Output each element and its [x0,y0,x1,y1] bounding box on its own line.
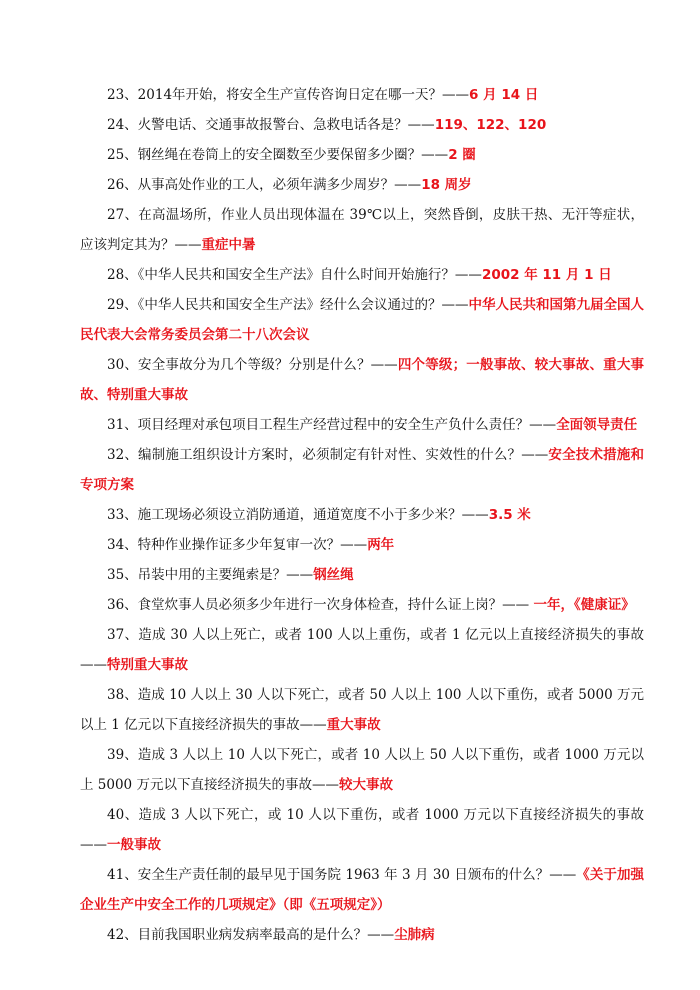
question-text: 34、特种作业操作证多少年复审一次？—— [107,537,368,553]
answer-text: 安全技术措施和专项方案 [80,447,644,493]
answer-text: 一年，《健康证》 [533,597,635,613]
question-text: 30、安全事故分为几个等级？分别是什么？—— [107,357,398,373]
qa-item-33 [80,500,644,530]
question-text: 29、《中华人民共和国安全生产法》经什么会议通过的？—— [107,297,469,313]
qa-item-24 [80,110,644,140]
qa-item-38 [80,680,644,740]
answer-text: 重症中暑 [201,237,256,253]
qa-item-39 [80,740,644,800]
question-text: 24、火警电话、交通事故报警台、急救电话各是？—— [107,117,435,133]
qa-item-28 [80,260,644,290]
question-text: 39、造成 3 人以上 10 人以下死亡，或者 10 人以上 50 人以下重伤，或者 1000 万元以上 5000 万元以下直接经济损失的事故—— [80,747,644,793]
question-text: 40、造成 3 人以下死亡，或 10 人以下重伤，或者 1000 万元以下直接经济损失的事故—— [80,807,644,853]
question-text: 23、2014年开始，将安全生产宣传咨询日定在哪一天？—— [107,87,470,103]
qa-item-32 [80,440,644,500]
qa-item-35 [80,560,644,590]
answer-text: 《关于加强企业生产中安全工作的几项规定》（即《五项规定》） [80,867,644,913]
question-text: 33、施工现场必须设立消防通道，通道宽度不小于多少米？—— [107,507,489,523]
qa-item-42 [80,920,644,950]
answer-text: 尘肺病 [394,927,435,943]
answer-text: 两年 [367,537,395,553]
answer-text: 6 月 14 日 [469,87,539,103]
answer-text: 全面领导责任 [556,417,638,433]
question-text: 32、编制施工组织设计方案时，必须制定有针对性、实效性的什么？—— [107,447,549,463]
question-text: 31、项目经理对承包项目工程生产经营过程中的安全生产负什么责任？—— [107,417,557,433]
answer-text: 较大事故 [338,777,393,793]
qa-item-37 [80,620,644,680]
answer-text: 四个等级；一般事故、较大事故、重大事故、特别重大事故 [80,357,645,403]
answer-text: 中华人民共和国第九届全国人民代表大会常务委员会第二十八次会议 [80,297,644,343]
qa-item-41 [80,860,644,920]
qa-item-36 [80,590,644,620]
answer-text: 2002 年 11 月 1 日 [481,267,612,283]
qa-item-30 [80,350,644,410]
answer-text: 钢丝绳 [313,567,354,583]
qa-item-27 [80,200,644,260]
answer-text: 3.5 米 [488,507,531,523]
answer-text: 18 周岁 [421,177,472,193]
qa-item-29 [80,290,644,350]
question-text: 27、在高温场所，作业人员出现体温在 39℃以上，突然昏倒，皮肤干热、无汗等症状，应该判定其为？—— [80,207,644,253]
qa-item-40 [80,800,644,860]
question-text: 36、食堂炊事人员必须多少年进行一次身体检查，持什么证上岗？—— [107,597,534,613]
qa-item-25 [80,140,644,170]
answer-text: 重大事故 [326,717,381,733]
question-text: 25、钢丝绳在卷筒上的安全圈数至少要保留多少圈？—— [107,147,449,163]
answer-text: 2 圈 [448,147,476,163]
question-text: 41、安全生产责任制的最早见于国务院 1963 年 3 月 30 日颁布的什么？—— [107,867,577,883]
question-text: 26、从事高处作业的工人，必须年满多少周岁？—— [107,177,422,193]
answer-text: 一般事故 [107,837,161,853]
qa-item-26 [80,170,644,200]
qa-item-31 [80,410,644,440]
question-text: 35、吊装中用的主要绳索是？—— [107,567,314,583]
answer-text: 119、122、120 [434,117,547,133]
answer-text: 特别重大事故 [107,657,188,673]
qa-item-23 [80,80,644,110]
question-text: 37、造成 30 人以上死亡，或者 100 人以上重伤，或者 1 亿元以上直接经济损失的事故—— [80,627,644,673]
question-text: 38、造成 10 人以上 30 人以下死亡，或者 50 人以上 100 人以下重伤，或者 5000 万元以上 1 亿元以下直接经济损失的事故—— [80,687,644,733]
question-text: 42、目前我国职业病发病率最高的是什么？—— [107,927,395,943]
question-text: 28、《中华人民共和国安全生产法》自什么时间开始施行？—— [107,267,482,283]
qa-item-34 [80,530,644,560]
